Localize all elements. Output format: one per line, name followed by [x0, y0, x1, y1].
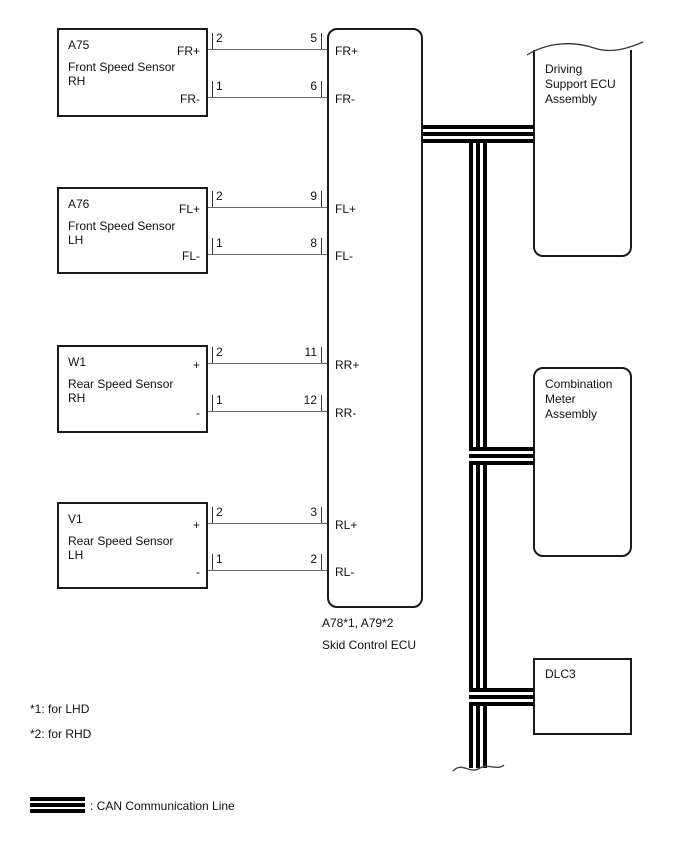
terminal-label: FR+ — [176, 44, 200, 58]
pin-number: 5 — [310, 31, 317, 45]
module-name-line: Assembly — [545, 92, 598, 106]
ecu-terminal-label: RL+ — [335, 518, 358, 532]
pin-tick — [321, 395, 322, 411]
ecu-connector-codes: A78*1, A79*2 — [322, 616, 394, 630]
pin-tick — [212, 554, 213, 570]
sensor-code: W1 — [68, 355, 86, 369]
ecu-box-skid-control — [327, 28, 423, 608]
terminal-label: FR- — [180, 92, 200, 106]
pin-number: 1 — [216, 552, 223, 566]
ecu-terminal-label: FR+ — [335, 44, 359, 58]
pin-tick — [321, 81, 322, 97]
sensor-box-w1 — [57, 345, 208, 433]
ecu-terminal-label: RL- — [335, 565, 355, 579]
terminal-label: + — [192, 358, 200, 372]
ecu-terminal-label: FL+ — [335, 202, 357, 216]
ecu-terminal-label: FR- — [335, 92, 355, 106]
module-box-dlc3 — [533, 658, 632, 735]
ecu-terminal-label: FL- — [335, 249, 353, 263]
terminal-label: - — [196, 565, 200, 579]
sensor-name: Front Speed Sensor — [68, 219, 176, 233]
pin-number: 9 — [310, 189, 317, 203]
pin-tick — [321, 191, 322, 207]
pin-tick — [321, 238, 322, 254]
wire-fr-plus — [208, 49, 327, 50]
pin-number: 1 — [216, 236, 223, 250]
pin-tick — [321, 347, 322, 363]
terminal-label: - — [196, 406, 200, 420]
wire-rl-plus — [208, 523, 327, 524]
pin-number: 1 — [216, 79, 223, 93]
ecu-terminal-label: RR+ — [335, 358, 360, 372]
sensor-box-a76 — [57, 187, 208, 274]
sensor-code: A75 — [68, 38, 90, 52]
ecu-terminal-label: RR- — [335, 406, 357, 420]
pin-number: 2 — [216, 505, 223, 519]
module-name-line: DLC3 — [545, 667, 576, 681]
pin-tick — [321, 33, 322, 49]
wire-rl-minus — [208, 570, 327, 571]
pin-tick — [212, 395, 213, 411]
pin-tick — [212, 347, 213, 363]
pin-tick — [212, 238, 213, 254]
sensor-name: LH — [68, 548, 84, 562]
sensor-name: Front Speed Sensor — [68, 60, 176, 74]
module-name-line: Meter Assembly — [545, 392, 598, 421]
sensor-name: Rear Speed Sensor — [68, 377, 174, 391]
sensor-box-a75 — [57, 28, 208, 117]
module-name-line: Combination — [545, 377, 613, 391]
pin-number: 1 — [216, 393, 223, 407]
pin-number: 2 — [216, 345, 223, 359]
pin-number: 6 — [310, 79, 317, 93]
module-box-combination-meter — [533, 367, 632, 557]
pin-tick — [212, 507, 213, 523]
sensor-code: A76 — [68, 197, 90, 211]
pin-tick — [321, 554, 322, 570]
pin-number: 8 — [310, 236, 317, 250]
pin-number: 2 — [310, 552, 317, 566]
can-branch-dlc3 — [469, 688, 533, 706]
footnote-lhd: *1: for LHD — [30, 702, 90, 716]
module-name-line: Support ECU — [545, 77, 616, 91]
break-symbol — [526, 36, 644, 62]
module-box-driving-support-ecu — [533, 50, 632, 257]
ecu-name: Skid Control ECU — [322, 638, 417, 652]
pin-number: 12 — [303, 393, 317, 407]
break-symbol — [452, 758, 506, 778]
pin-tick — [212, 81, 213, 97]
terminal-label: FL+ — [178, 202, 200, 216]
pin-number: 11 — [304, 345, 317, 359]
sensor-code: V1 — [68, 512, 83, 526]
footnote-rhd: *2: for RHD — [30, 727, 92, 741]
pin-number: 2 — [216, 31, 223, 45]
wire-fr-minus — [208, 97, 327, 98]
wire-fl-minus — [208, 254, 327, 255]
terminal-label: FL- — [182, 249, 200, 263]
can-line-legend-label: : CAN Communication Line — [90, 799, 235, 813]
pin-tick — [212, 33, 213, 49]
sensor-name: Rear Speed Sensor — [68, 534, 174, 548]
pin-tick — [212, 191, 213, 207]
wire-fl-plus — [208, 207, 327, 208]
wire-rr-minus — [208, 411, 327, 412]
can-line-legend-symbol — [30, 797, 85, 813]
module-name-line: Driving — [545, 62, 583, 76]
pin-number: 3 — [310, 505, 317, 519]
sensor-name: RH — [68, 391, 86, 405]
pin-number: 2 — [216, 189, 223, 203]
wire-rr-plus — [208, 363, 327, 364]
can-line-ecu-to-driving-support — [423, 125, 533, 143]
sensor-name: RH — [68, 74, 86, 88]
sensor-box-v1 — [57, 502, 208, 589]
can-branch-combination-meter — [469, 447, 533, 465]
terminal-label: + — [192, 518, 200, 532]
pin-tick — [321, 507, 322, 523]
sensor-name: LH — [68, 233, 84, 247]
